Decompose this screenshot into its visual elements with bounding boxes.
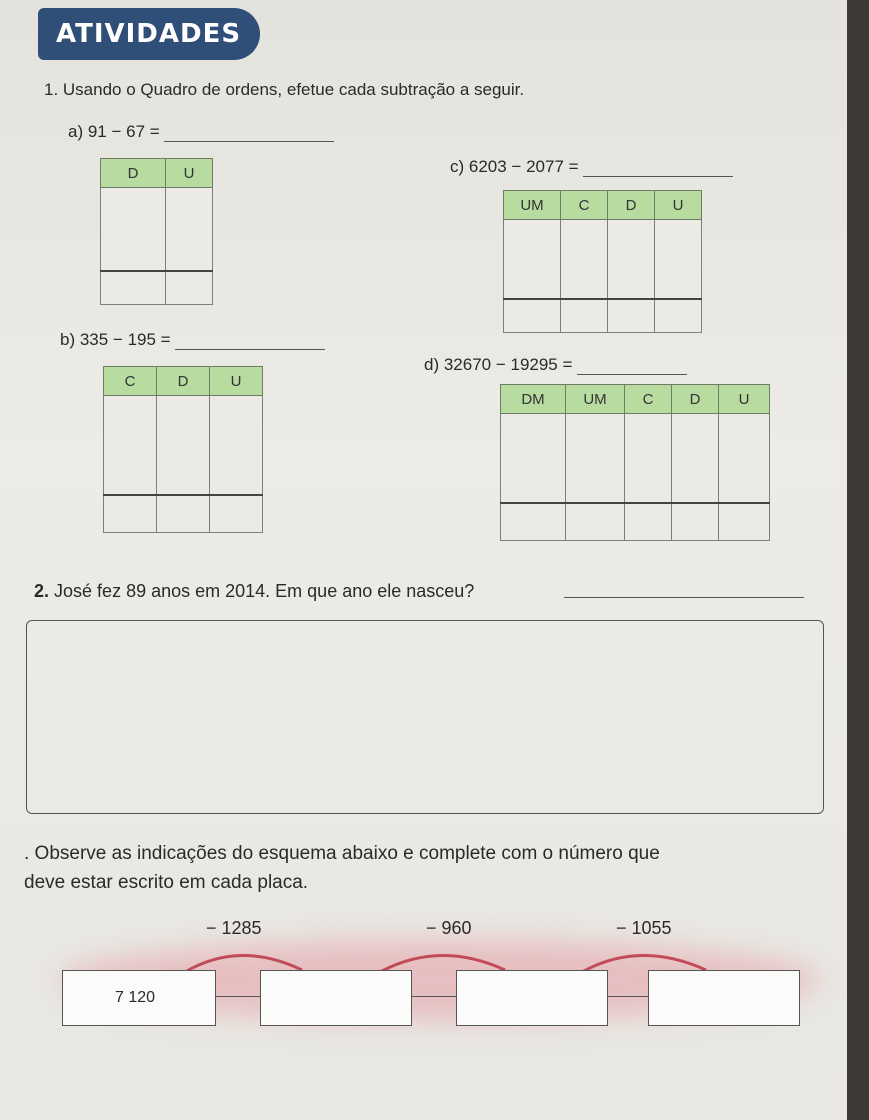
connector xyxy=(608,996,648,997)
column-header: D xyxy=(608,191,655,220)
connector xyxy=(412,996,456,997)
column-header: C xyxy=(625,385,672,414)
column-header: U xyxy=(166,159,213,188)
item-b-label: b) 335 − 195 = xyxy=(60,330,171,349)
question-2-number: 2. xyxy=(34,581,50,601)
placa-1 xyxy=(62,970,216,1026)
question-3-line-1: . Observe as indicações do esquema abaixo e complete com o número que xyxy=(24,843,660,864)
item-a-label: a) 91 − 67 = xyxy=(68,122,160,141)
question-2-text: José fez 89 anos em 2014. Em que ano ele nasceu? xyxy=(54,581,475,601)
question-1-prompt: 1. Usando o Quadro de ordens, efetue cada subtração a seguir. xyxy=(44,80,525,99)
column-header: DM xyxy=(501,385,566,414)
placa-4[interactable] xyxy=(648,970,800,1026)
column-header: UM xyxy=(566,385,625,414)
connector xyxy=(216,996,260,997)
column-header: U xyxy=(655,191,702,220)
placa-1-value: 7 120 xyxy=(115,989,156,1006)
item-d-label: d) 32670 − 19295 = xyxy=(424,355,573,374)
operation-label-1: − 1285 xyxy=(206,918,262,938)
column-header: C xyxy=(104,367,157,396)
column-header: U xyxy=(210,367,263,396)
column-header: U xyxy=(719,385,770,414)
operation-label-2: − 960 xyxy=(426,918,472,938)
operation-label-3: − 1055 xyxy=(616,918,672,938)
column-header: D xyxy=(672,385,719,414)
column-header: C xyxy=(561,191,608,220)
column-header: D xyxy=(157,367,210,396)
section-title: ATIVIDADES xyxy=(56,19,242,49)
item-c-label: c) 6203 − 2077 = xyxy=(450,157,579,176)
placa-2[interactable] xyxy=(260,970,412,1026)
column-header: D xyxy=(101,159,166,188)
question-3-line-2: deve estar escrito em cada placa. xyxy=(24,872,309,893)
placa-3[interactable] xyxy=(456,970,608,1026)
column-header: UM xyxy=(504,191,561,220)
